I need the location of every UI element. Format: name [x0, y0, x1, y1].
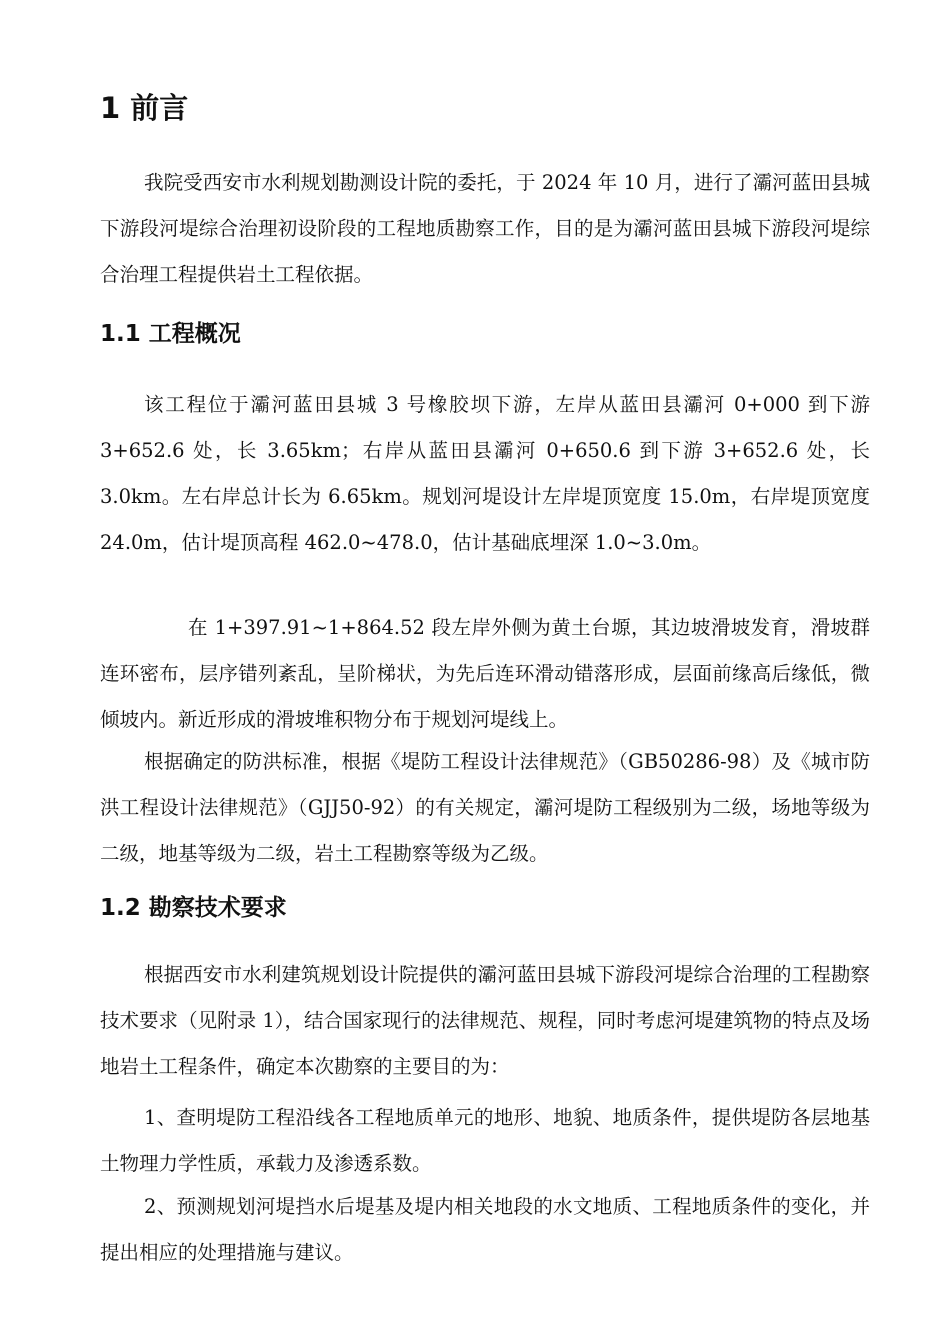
requirements-item-1: 1、查明堤防工程沿线各工程地质单元的地形、地貌、地质条件，提供堤防各层地基土物理力学性质，承载力及渗透系数。: [100, 1106, 870, 1175]
section-heading-preface: 1 前言: [100, 91, 189, 125]
section-heading-survey-requirements: 1.2 勘察技术要求: [100, 895, 287, 921]
preface-paragraph: 我院受西安市水利规划勘测设计院的委托，于 2024 年 10 月，进行了灞河蓝田县城下游段河堤综合治理初设阶段的工程地质勘察工作，目的是为灞河蓝田县城下游段河堤综合治理工程提供岩土工程依据。: [100, 171, 870, 286]
overview-paragraph-standards: 根据确定的防洪标准，根据《堤防工程设计法律规范》（GB50286-98）及《城市防洪工程设计法律规范》（GJJ50-92）的有关规定，灞河堤防工程级别为二级，场地等级为二级，地基等级为二级，岩土工程勘察等级为乙级。: [100, 750, 870, 865]
requirements-item-2: 2、预测规划河堤挡水后堤基及堤内相关地段的水文地质、工程地质条件的变化，并提出相应的处理措施与建议。: [100, 1195, 870, 1264]
section-heading-project-overview: 1.1 工程概况: [100, 321, 241, 347]
overview-paragraph-landslide: 在 1+397.91~1+864.52 段左岸外侧为黄土台塬，其边坡滑坡发育，滑坡群连环密布，层序错列紊乱，呈阶梯状，为先后连环滑动错落形成，层面前缘高后缘低，微倾坡内。新近形成的滑坡堆积物分布于规划河堤线上。: [100, 616, 870, 731]
overview-paragraph-location: 该工程位于灞河蓝田县城 3 号橡胶坝下游，左岸从蓝田县灞河 0+000 到下游 3+652.6 处，长 3.65km；右岸从蓝田县灞河 0+650.6 到下游 3+652.6 处，长 3.0km。左右岸总计长为 6.65km。规划河堤设计左岸堤顶宽度 15.0m，右岸堤顶宽度 24.0m，估计堤顶高程 462.0~478.0，估计基础底埋深 1.0~3.0m。: [100, 393, 870, 554]
requirements-paragraph-intro: 根据西安市水利建筑规划设计院提供的灞河蓝田县城下游段河堤综合治理的工程勘察技术要求（见附录 1），结合国家现行的法律规范、规程，同时考虑河堤建筑物的特点及场地岩土工程条件，确定本次勘察的主要目的为：: [100, 963, 870, 1078]
